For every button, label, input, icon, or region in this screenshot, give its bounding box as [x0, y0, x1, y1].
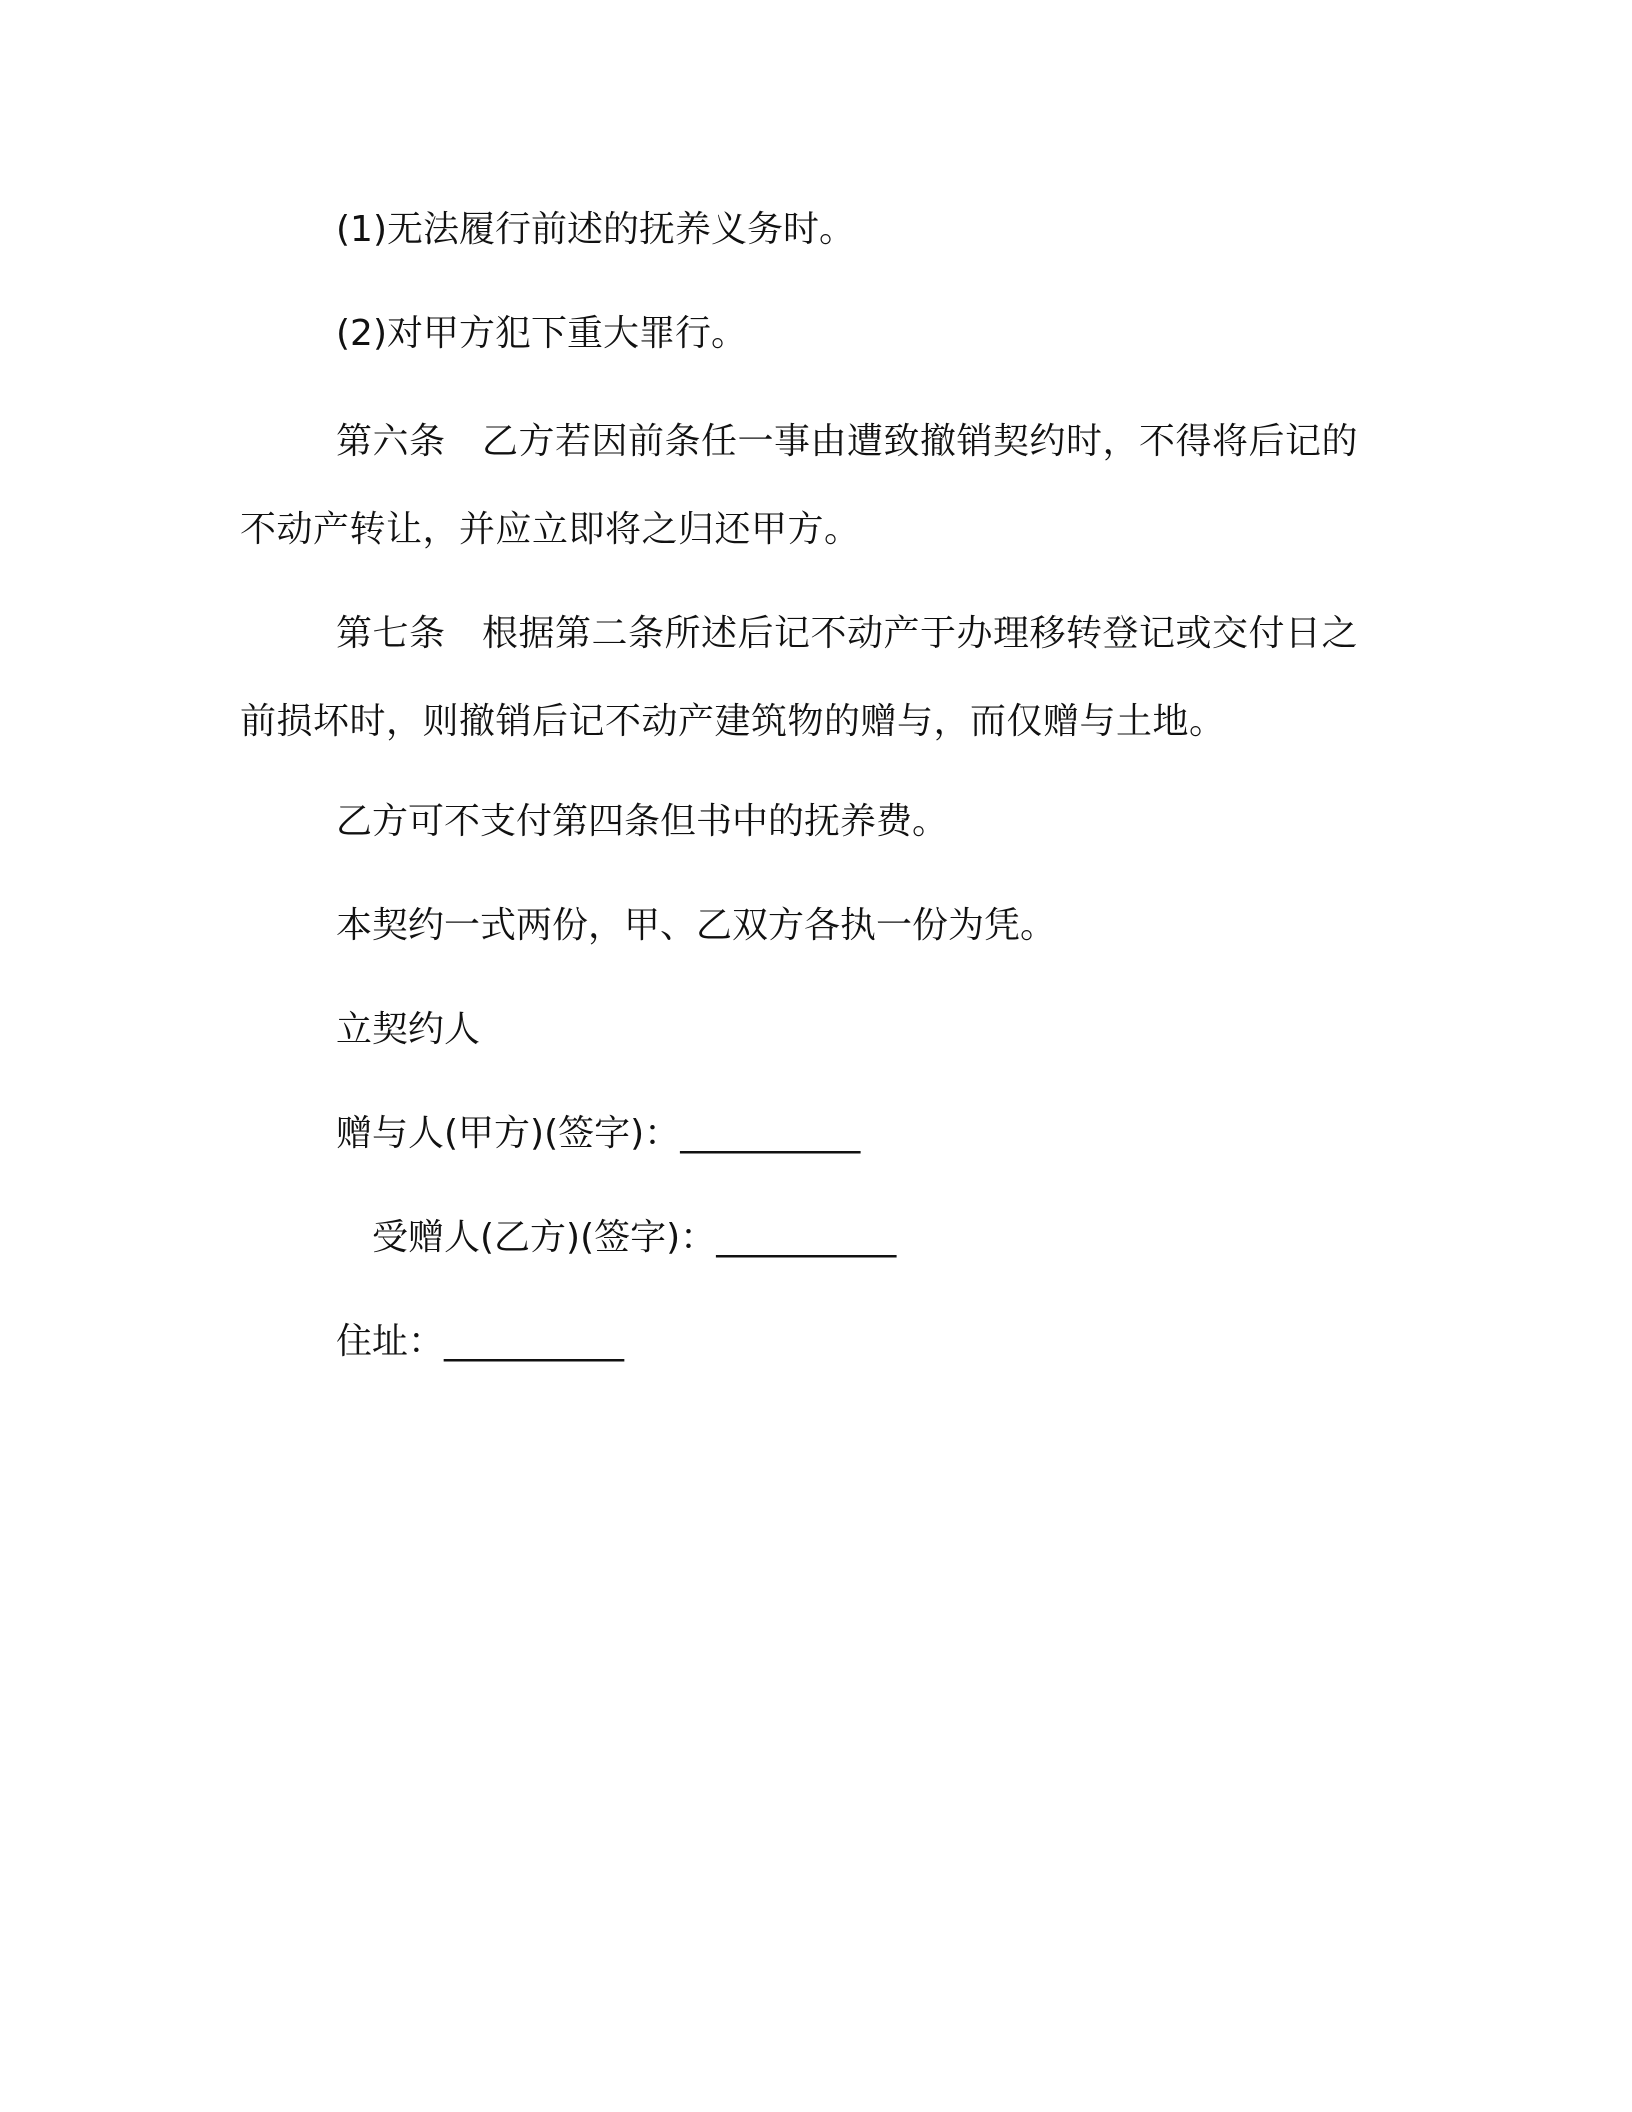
no-support-clause: 乙方可不支付第四条但书中的抚养费。	[336, 801, 949, 842]
donee-label: 受赠人(乙方)(签字)：	[372, 1217, 717, 1258]
signatories-heading: 立契约人	[336, 1009, 481, 1050]
address-line	[336, 1302, 1380, 1382]
donee-signature-line	[372, 1198, 1380, 1278]
address-blank: __________	[444, 1321, 625, 1362]
donor-signature-line	[336, 1094, 1380, 1174]
article-7: 第七条 根据第二条所述后记不动产于办理移转登记或交付日之前损坏时，则撤销后记不动产建筑物的赠与，而仅赠与土地。	[240, 613, 1359, 742]
address-label: 住址：	[336, 1321, 445, 1362]
clause-item-1: (1)无法履行前述的抚养义务时。	[336, 209, 855, 250]
copies-clause: 本契约一式两份，甲、乙双方各执一份为凭。	[336, 905, 1057, 946]
clause-item-2: (2)对甲方犯下重大罪行。	[336, 313, 747, 354]
donor-label: 赠与人(甲方)(签字)：	[336, 1113, 681, 1154]
article-6: 第六条 乙方若因前条任一事由遭致撤销契约时，不得将后记的不动产转让，并应立即将之归还甲方。	[240, 421, 1359, 550]
document-body	[240, 190, 1380, 1406]
donor-signature-blank: __________	[680, 1113, 861, 1154]
donee-signature-blank: __________	[716, 1217, 897, 1258]
